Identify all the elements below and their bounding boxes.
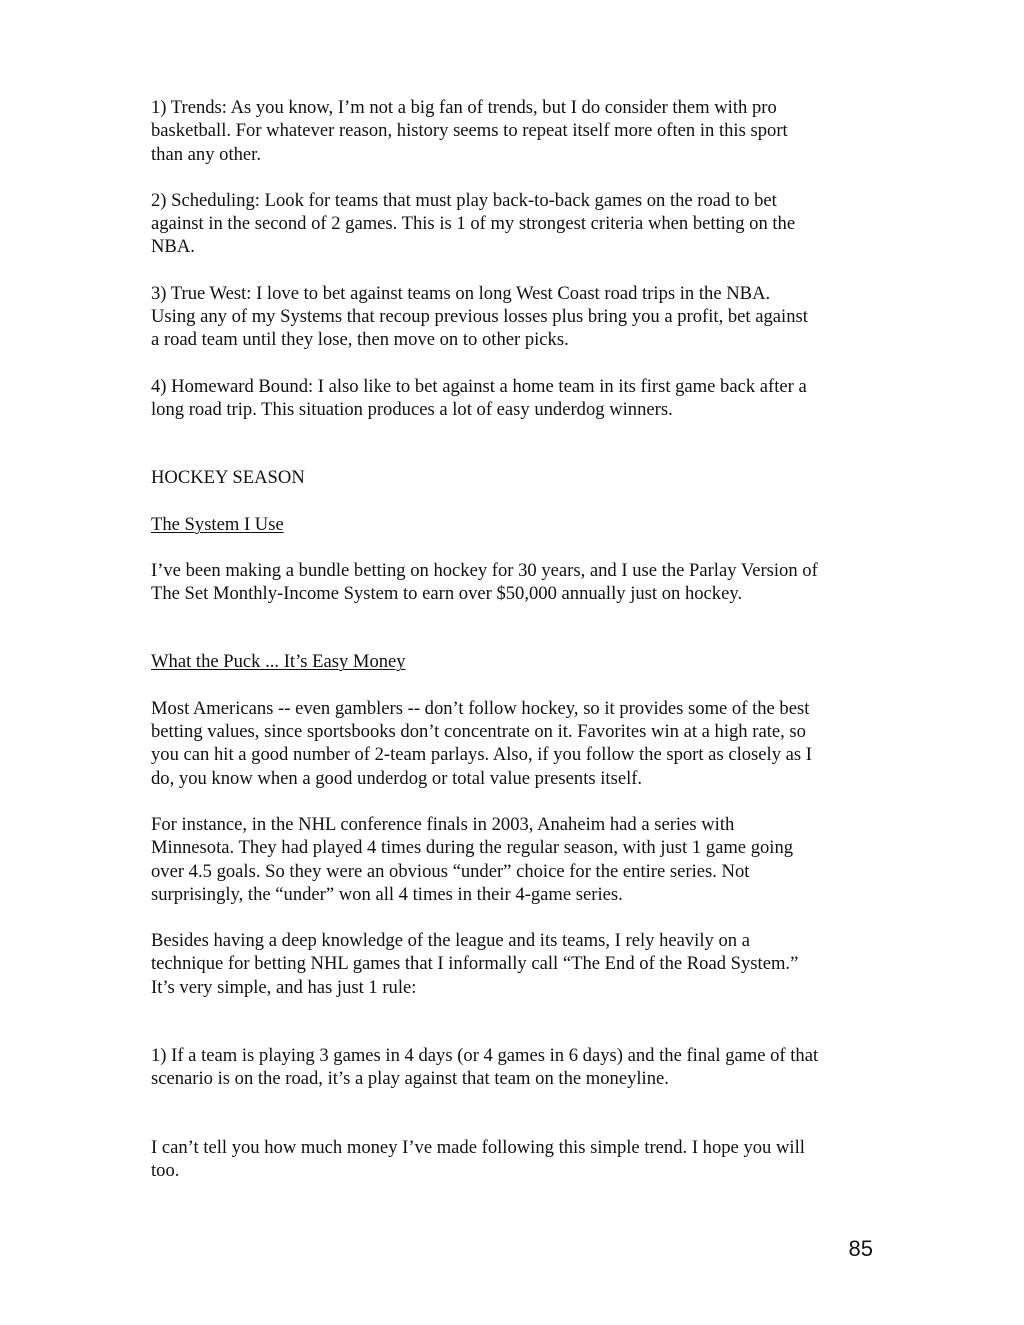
- paragraph-besides: Besides having a deep knowledge of the league and its teams, I rely heavily on a technique for betting NHL games that I informally call “The End of the Road System.” It’s very simple, and has just 1 rule:: [151, 930, 799, 998]
- paragraph-instance: For instance, in the NHL conference finals in 2003, Anaheim had a series with Minnesota. They had played 4 times during the regular season, with just 1 game going over 4.5 goals. So they were an obvious “under” choice for the entire series. Not surprisingly, the “under” won all 4 times in their 4-game series.: [151, 813, 794, 905]
- paragraph-true-west: 3) True West: I love to bet against teams on long West Coast road trips in the NBA. Using any of my Systems that recoup previous losses plus bring you a profit, bet against a road team until they lose, then move on to other picks.: [151, 282, 808, 351]
- paragraph-homeward-bound: 4) Homeward Bound: I also like to bet against a home team in its first game back after a long road trip. This situation produces a lot of easy underdog winners.: [151, 375, 807, 420]
- section-heading-hockey: HOCKEY SEASON: [151, 467, 305, 489]
- page-body: [151, 96, 881, 1182]
- paragraph-scheduling: 2) Scheduling: Look for teams that must play back-to-back games on the road to bet against in the second of 2 games. This is 1 of my strongest criteria when betting on the NBA.: [151, 189, 796, 258]
- paragraph-rule: 1) If a team is playing 3 games in 4 days (or 4 games in 6 days) and the final game of that scenario is on the road, it’s a play against that team on the moneyline.: [151, 1045, 819, 1090]
- subheading-what-the-puck: What the Puck ... It’s Easy Money: [151, 651, 406, 673]
- paragraph-system: I’ve been making a bundle betting on hockey for 30 years, and I use the Parlay Version of The Set Monthly-Income System to earn over $50,000 annually just on hockey.: [151, 559, 818, 605]
- subheading-system-i-use: The System I Use: [151, 513, 284, 535]
- paragraph-trends: 1) Trends: As you know, I’m not a big fan of trends, but I do consider them with pro basketball. For whatever reason, history seems to repeat itself more often in this sport than any other.: [151, 97, 788, 165]
- paragraph-americans: Most Americans -- even gamblers -- don’t follow hockey, so it provides some of the best betting values, since sportsbooks don’t concentrate on it. Favorites win at a high rate, so you can hit a good number of 2-team parlays. Also, if you follow the sport as closely as I do, you know when a good underdog or total value presents itself.: [151, 697, 812, 789]
- paragraph-closing: I can’t tell you how much money I’ve made following this simple trend. I hope you will too.: [151, 1136, 805, 1181]
- page-number: 85: [848, 1236, 873, 1261]
